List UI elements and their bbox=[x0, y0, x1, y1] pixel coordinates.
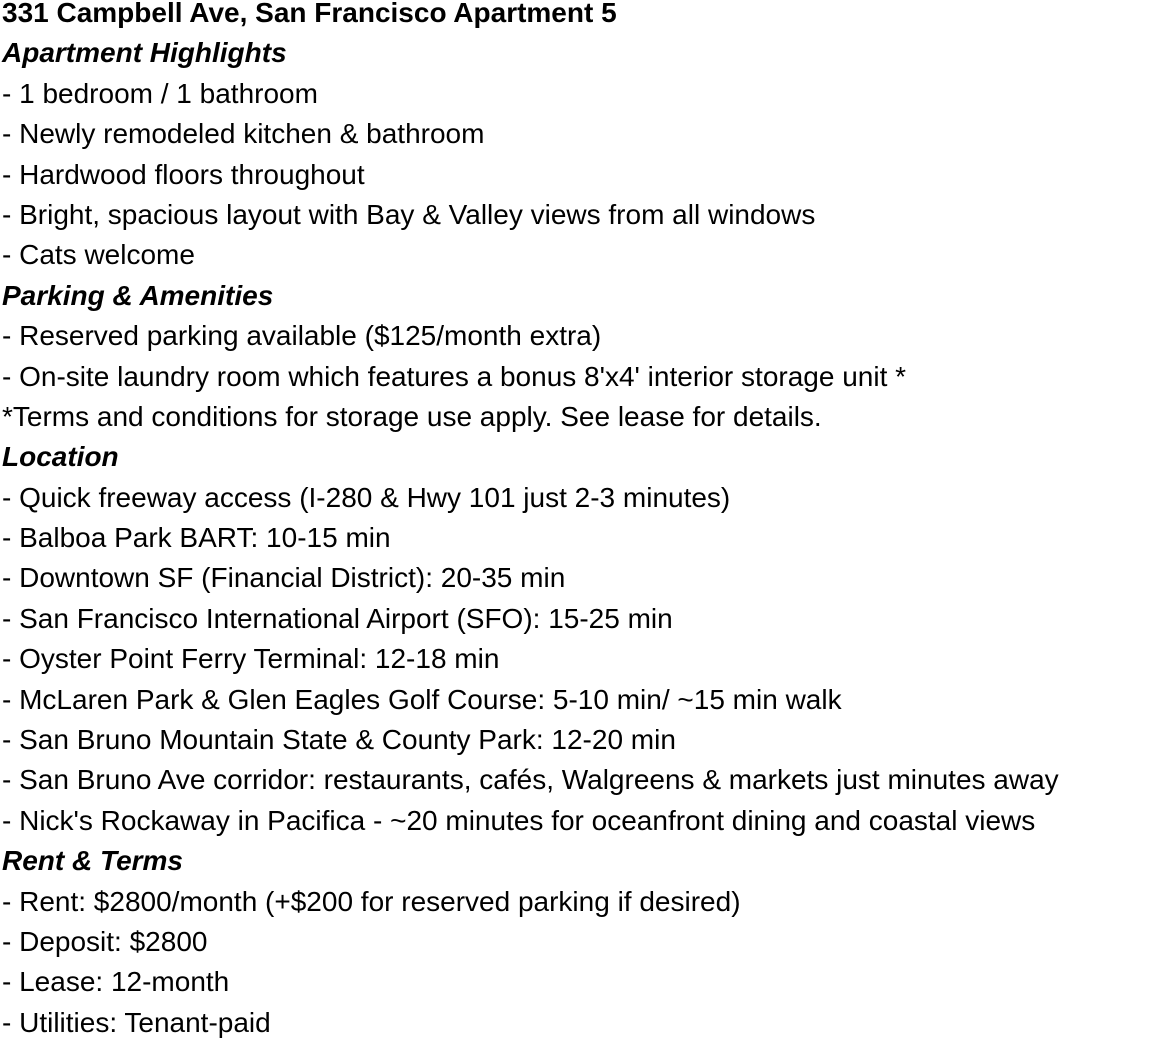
amenity-item: - Reserved parking available ($125/month extra) bbox=[2, 320, 602, 352]
highlight-item: - Newly remodeled kitchen & bathroom bbox=[2, 118, 485, 150]
terms-item: - Utilities: Tenant-paid bbox=[2, 1006, 271, 1038]
location-item: - Balboa Park BART: 10-15 min bbox=[2, 522, 391, 554]
terms-item: - Deposit: $2800 bbox=[2, 925, 208, 957]
section-heading-rent-terms: Rent & Terms bbox=[2, 845, 184, 877]
location-item: - San Francisco International Airport (SFO): 15-25 min bbox=[2, 602, 673, 634]
terms-item: - Lease: 12-month bbox=[2, 966, 230, 998]
highlight-item: - Bright, spacious layout with Bay & Valley views from all windows bbox=[2, 198, 816, 230]
location-item: - Nick's Rockaway in Pacifica - ~20 minutes for oceanfront dining and coastal views bbox=[2, 804, 1036, 836]
listing-document bbox=[2, 0, 1154, 1043]
section-heading-apartment-highlights: Apartment Highlights bbox=[2, 37, 287, 69]
section-heading-parking-amenities: Parking & Amenities bbox=[2, 279, 274, 311]
section-heading-location: Location bbox=[2, 441, 119, 473]
terms-item: - Rent: $2800/month (+$200 for reserved parking if desired) bbox=[2, 885, 741, 917]
listing-title: 331 Campbell Ave, San Francisco Apartment 5 bbox=[2, 0, 617, 28]
location-item: - McLaren Park & Glen Eagles Golf Course: 5-10 min/ ~15 min walk bbox=[2, 683, 842, 715]
location-item: - San Bruno Mountain State & County Park: 12-20 min bbox=[2, 724, 676, 756]
location-item: - Oyster Point Ferry Terminal: 12-18 min bbox=[2, 643, 500, 675]
location-item: - Quick freeway access (I-280 & Hwy 101 just 2-3 minutes) bbox=[2, 481, 731, 513]
highlight-item: - 1 bedroom / 1 bathroom bbox=[2, 77, 318, 109]
amenity-item: - On-site laundry room which features a bonus 8'x4' interior storage unit * bbox=[2, 360, 907, 392]
highlight-item: - Cats welcome bbox=[2, 239, 195, 271]
storage-terms-note: *Terms and conditions for storage use apply. See lease for details. bbox=[2, 400, 822, 432]
location-item: - Downtown SF (Financial District): 20-35 min bbox=[2, 562, 566, 594]
highlight-item: - Hardwood floors throughout bbox=[2, 158, 365, 190]
location-item: - San Bruno Ave corridor: restaurants, cafés, Walgreens & markets just minutes away bbox=[2, 764, 1059, 796]
